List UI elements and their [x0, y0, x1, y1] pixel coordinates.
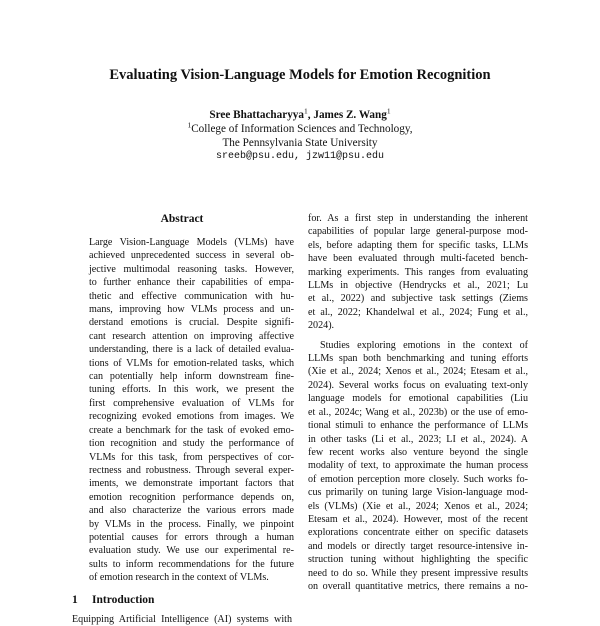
text-line: for. As a first step in understanding the inherent	[308, 213, 528, 224]
text-line: recognizing evoked emotions from images. We	[89, 411, 294, 423]
text-line: modality of text, to approximate the human process	[308, 460, 528, 472]
text-line: LLMs in objective (Hendrycks et al., 2021; Lu	[308, 280, 528, 292]
text-line: rectness and robustness. Through several exper-	[89, 464, 294, 476]
text-line: sults to inform recommendations for the future	[89, 558, 294, 570]
text-line: tional stimuli to enhance the performance of LLMs	[308, 420, 528, 432]
text-line: and models or directly target resource-intensive in-	[308, 540, 528, 552]
text-line: create a benchmark for the task of evoked emo-	[89, 424, 294, 436]
author-1-affil-mark: 1	[304, 106, 308, 116]
text-line: tion recognition and study the performance of	[89, 438, 294, 450]
text-line: thetic and effective communication with hu-	[89, 290, 294, 302]
section-title: Introduction	[92, 593, 155, 606]
text-line: mans, improving how VLMs process and un-	[89, 304, 294, 316]
section-number: 1	[72, 593, 78, 606]
introduction-body	[72, 613, 292, 626]
text-line: need to do so. While they present impressive results	[308, 567, 528, 579]
text-line: els (VLMs) (Xie et al., 2024; Xenos et al., 2024;	[308, 500, 528, 512]
text-line: have been evaluated through multi-faceted bench-	[308, 253, 528, 265]
text-line: first comprehensive evaluation of VLMs for	[89, 397, 294, 409]
text-line: and also characterize the various errors made	[89, 505, 294, 517]
text-line: potential causes for errors through a human	[89, 531, 294, 543]
right-paragraph-1	[308, 212, 528, 333]
text-line: cant research attention on improving affective	[89, 330, 294, 342]
text-line: et al., 2024c; Wang et al., 2023b) or the use of emo-	[308, 406, 528, 418]
right-column	[308, 212, 528, 593]
affiliation-line-1	[0, 122, 600, 136]
author-block	[0, 108, 600, 164]
text-line: capabilities of popular large general-purpose mod-	[308, 226, 528, 238]
text-line: 2024). Several works focus on evaluating text-only	[308, 379, 528, 391]
text-line: on overall quantitative metrics, there remains a no-	[308, 580, 528, 592]
affiliation-mark: 1	[187, 120, 192, 130]
left-column	[72, 212, 292, 626]
text-line: by VLMs in the process. Finally, we pinpoint	[89, 518, 294, 530]
affiliation-text-1: College of Information Sciences and Technology,	[191, 123, 413, 135]
abstract-body	[72, 236, 294, 585]
text-line: cus primarily on tuning large Vision-language mod-	[308, 487, 528, 499]
text-line: language models for emotional capabilities (Liu	[308, 393, 528, 405]
text-line: to further enhance their capabilities of empa-	[89, 277, 294, 289]
text-line: understanding, there is a lack of detailed evalua-	[89, 344, 294, 356]
text-line: evaluation study. We use our experimental re-	[89, 545, 294, 557]
text-line: few recent works also venture beyond the single	[308, 446, 528, 458]
affiliation-line-2: The Pennsylvania State University	[222, 137, 378, 149]
author-1-name: Sree Bhattacharyya	[209, 109, 304, 121]
text-line: LLMs span both benchmarking and tuning efforts	[308, 353, 528, 365]
text-line: els, before adapting them for specific tasks, LLMs	[308, 239, 528, 251]
text-line: explorations concentrate either on specific datasets	[308, 527, 528, 539]
text-line: et al., 2022) and subjective task settings (Ziems	[308, 293, 528, 305]
text-line: Studies exploring emotions in the context of	[320, 339, 528, 351]
text-line: 2024).	[308, 320, 335, 332]
right-paragraph-2	[308, 339, 528, 594]
text-line: tuning efforts. In this work, we present the	[89, 384, 294, 396]
text-line: iments, we demonstrate important factors that	[89, 478, 294, 490]
text-line: jective multimodal reasoning tasks. However,	[89, 263, 294, 275]
text-line: VLMs for this task, from perspectives of cor-	[89, 451, 294, 463]
author-2-name: James Z. Wang	[313, 109, 387, 121]
text-line: emotion recognition performance depends on,	[89, 491, 294, 503]
text-line: of emotion perception more closely. Such works fo-	[308, 473, 528, 485]
author-names	[0, 108, 600, 122]
text-line: Etesam et al., 2024). However, most of the recent	[308, 513, 528, 525]
text-line: in other tasks (Li et al., 2023; LI et al., 2024). A	[308, 433, 528, 445]
text-line: tions of VLMs for emotion-related tasks, which	[89, 357, 294, 369]
text-line: can potentially help inform downstream fine-	[89, 371, 294, 383]
author-emails: sreeb@psu.edu, jzw11@psu.edu	[215, 151, 385, 162]
abstract-heading: Abstract	[160, 213, 204, 225]
text-line: achieved unprecedented success in several ob-	[89, 250, 294, 262]
text-line: of emotion research in the context of VLMs.	[89, 572, 269, 584]
author-separator: ,	[307, 109, 314, 121]
author-2-affil-mark: 1	[386, 106, 391, 116]
text-line: et al., 2022; Khandelwal et al., 2024; Fung et al.,	[308, 306, 528, 318]
text-line: Large Vision-Language Models (VLMs) have	[89, 237, 294, 248]
text-line: Equipping Artificial Intelligence (AI) systems with	[72, 613, 292, 625]
text-line: (Xie et al., 2024; Xenos et al., 2024; Etesam et al.,	[308, 366, 528, 378]
text-line: struction tuning without highlighting the specific	[308, 554, 528, 566]
text-line: marking experiments. This ranges from evaluating	[308, 266, 528, 278]
paper-title: Evaluating Vision-Language Models for Emotion Recognition	[109, 67, 491, 83]
text-line: derstand emotions is crucial. Despite signifi-	[89, 317, 294, 329]
